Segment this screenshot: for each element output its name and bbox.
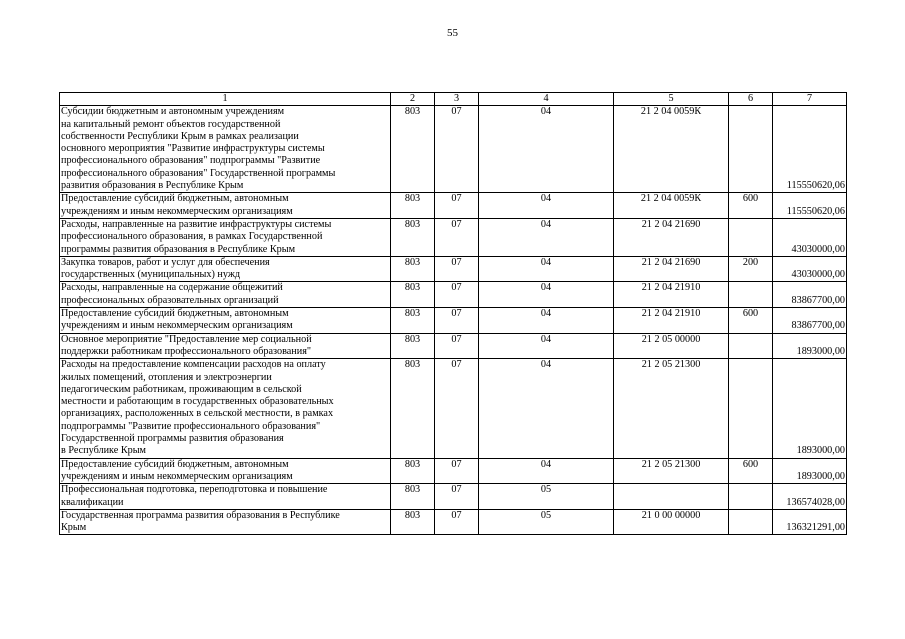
cell-name-line: профессиональных образовательных организаций (61, 294, 279, 306)
table-row (60, 458, 847, 484)
cell-name-line: Государственная программа развития образования в Республике (61, 509, 340, 521)
budget-table (59, 92, 847, 535)
cell-name-line: Государственной программы развития образования (61, 433, 284, 445)
table-row (60, 193, 847, 219)
table-row (60, 282, 847, 308)
cell-name-line: квалификации (61, 496, 124, 508)
cell-section: 07 (435, 193, 479, 219)
cell-name-line: Расходы, направленные на развитие инфраструктуры системы (61, 218, 332, 230)
cell-subsection: 04 (479, 282, 614, 308)
cell-admin-code: 803 (391, 308, 435, 334)
cell-section: 07 (435, 106, 479, 193)
cell-name-line: Закупка товаров, работ и услуг для обеспечения (61, 256, 270, 268)
cell-expense-type (729, 282, 773, 308)
cell-section: 07 (435, 359, 479, 458)
cell-subsection: 04 (479, 308, 614, 334)
cell-expense-type (729, 218, 773, 256)
cell-name-line: учреждениям и иным некоммерческим организациям (61, 205, 293, 217)
cell-name-line: профессионального образования, в рамках Государственной (61, 231, 323, 243)
cell-name (60, 359, 391, 458)
cell-name-line: местности и работающим в государственных образовательных (61, 396, 334, 408)
cell-expense-type (729, 484, 773, 510)
column-header: 2 (391, 93, 435, 106)
cell-name-line: Предоставление субсидий бюджетным, автономным (61, 308, 289, 320)
cell-name-line: Предоставление субсидий бюджетным, автономным (61, 193, 289, 205)
column-header: 4 (479, 93, 614, 106)
cell-amount: 83867700,00 (773, 308, 847, 334)
cell-amount: 1893000,00 (773, 333, 847, 359)
cell-name-line: собственности Республики Крым в рамках реализации (61, 130, 299, 142)
cell-section: 07 (435, 218, 479, 256)
cell-name (60, 256, 391, 282)
cell-name-line: Расходы, направленные на содержание общежитий (61, 282, 283, 294)
cell-expense-type: 200 (729, 256, 773, 282)
cell-name-line: педагогическим работникам, проживающим в сельской (61, 383, 302, 395)
cell-name (60, 106, 391, 193)
cell-name (60, 282, 391, 308)
cell-admin-code: 803 (391, 256, 435, 282)
cell-target-article: 21 2 04 21910 (614, 282, 729, 308)
cell-amount: 136574028,00 (773, 484, 847, 510)
cell-admin-code: 803 (391, 509, 435, 535)
cell-name (60, 308, 391, 334)
cell-target-article: 21 0 00 00000 (614, 509, 729, 535)
cell-name (60, 458, 391, 484)
cell-name-line: в Республике Крым (61, 445, 147, 457)
cell-admin-code: 803 (391, 359, 435, 458)
cell-name (60, 333, 391, 359)
cell-target-article: 21 2 04 0059К (614, 193, 729, 219)
table-row (60, 218, 847, 256)
cell-name (60, 218, 391, 256)
cell-target-article: 21 2 04 21690 (614, 256, 729, 282)
cell-name-line: Крым (61, 522, 87, 534)
cell-expense-type (729, 106, 773, 193)
table-row (60, 484, 847, 510)
cell-section: 07 (435, 256, 479, 282)
column-header: 6 (729, 93, 773, 106)
cell-subsection: 04 (479, 256, 614, 282)
column-header: 1 (60, 93, 391, 106)
cell-name-line: развития образования в Республике Крым (61, 180, 244, 192)
cell-name-line: жилых помещений, отопления и электроэнергии (61, 371, 272, 383)
cell-amount: 1893000,00 (773, 359, 847, 458)
cell-section: 07 (435, 458, 479, 484)
cell-name-line: Расходы на предоставление компенсации расходов на оплату (61, 359, 326, 371)
cell-amount: 136321291,00 (773, 509, 847, 535)
cell-section: 07 (435, 333, 479, 359)
cell-admin-code: 803 (391, 282, 435, 308)
cell-admin-code: 803 (391, 193, 435, 219)
cell-amount: 83867700,00 (773, 282, 847, 308)
cell-admin-code: 803 (391, 106, 435, 193)
cell-amount: 1893000,00 (773, 458, 847, 484)
cell-name-line: государственных (муниципальных) нужд (61, 269, 241, 281)
cell-target-article (614, 484, 729, 510)
cell-target-article: 21 2 04 21690 (614, 218, 729, 256)
cell-expense-type: 600 (729, 308, 773, 334)
table-row (60, 509, 847, 535)
table-header-row (60, 93, 847, 106)
cell-subsection: 04 (479, 359, 614, 458)
cell-target-article: 21 2 05 00000 (614, 333, 729, 359)
cell-subsection: 04 (479, 458, 614, 484)
column-header: 5 (614, 93, 729, 106)
column-header: 7 (773, 93, 847, 106)
cell-expense-type (729, 333, 773, 359)
table-row (60, 359, 847, 458)
cell-name-line: на капитальный ремонт объектов государственной (61, 118, 281, 130)
table-row (60, 308, 847, 334)
table-row (60, 256, 847, 282)
cell-name-line: Основное мероприятие "Предоставление мер социальной (61, 333, 312, 345)
cell-name-line: подпрограммы "Развитие профессионального образования" (61, 420, 321, 432)
cell-admin-code: 803 (391, 458, 435, 484)
cell-admin-code: 803 (391, 484, 435, 510)
cell-name-line: Профессиональная подготовка, переподготовка и повышение (61, 484, 328, 496)
cell-expense-type (729, 509, 773, 535)
cell-subsection: 04 (479, 106, 614, 193)
cell-name-line: профессионального образования" Государственной программы (61, 167, 336, 179)
cell-name-line: поддержки работникам профессионального образования" (61, 345, 312, 357)
cell-target-article: 21 2 05 21300 (614, 458, 729, 484)
cell-name (60, 193, 391, 219)
cell-amount: 43030000,00 (773, 256, 847, 282)
cell-target-article: 21 2 04 21910 (614, 308, 729, 334)
cell-expense-type: 600 (729, 193, 773, 219)
cell-section: 07 (435, 282, 479, 308)
cell-name-line: Предоставление субсидий бюджетным, автономным (61, 458, 289, 470)
cell-name-line: профессионального образования" подпрограммы "Развитие (61, 155, 321, 167)
cell-admin-code: 803 (391, 333, 435, 359)
cell-amount: 43030000,00 (773, 218, 847, 256)
cell-name (60, 484, 391, 510)
table-row (60, 106, 847, 193)
cell-section: 07 (435, 509, 479, 535)
column-header: 3 (435, 93, 479, 106)
cell-name-line: основного мероприятия "Развитие инфраструктуры системы (61, 143, 325, 155)
cell-amount: 115550620,06 (773, 193, 847, 219)
cell-subsection: 04 (479, 193, 614, 219)
cell-name (60, 509, 391, 535)
cell-subsection: 04 (479, 333, 614, 359)
table-row (60, 333, 847, 359)
cell-expense-type: 600 (729, 458, 773, 484)
cell-subsection: 05 (479, 509, 614, 535)
cell-expense-type (729, 359, 773, 458)
cell-section: 07 (435, 484, 479, 510)
cell-name-line: программы развития образования в Республике Крым (61, 243, 296, 255)
cell-target-article: 21 2 04 0059К (614, 106, 729, 193)
cell-name-line: Субсидии бюджетным и автономным учреждениям (61, 106, 285, 118)
cell-section: 07 (435, 308, 479, 334)
page-number: 55 (447, 27, 458, 39)
cell-name-line: учреждениям и иным некоммерческим организациям (61, 320, 293, 332)
cell-name-line: организациях, расположенных в сельской местности, в рамках (61, 408, 334, 420)
cell-subsection: 04 (479, 218, 614, 256)
cell-admin-code: 803 (391, 218, 435, 256)
cell-target-article: 21 2 05 21300 (614, 359, 729, 458)
cell-name-line: учреждениям и иным некоммерческим организациям (61, 470, 293, 482)
cell-amount: 115550620,06 (773, 106, 847, 193)
cell-subsection: 05 (479, 484, 614, 510)
